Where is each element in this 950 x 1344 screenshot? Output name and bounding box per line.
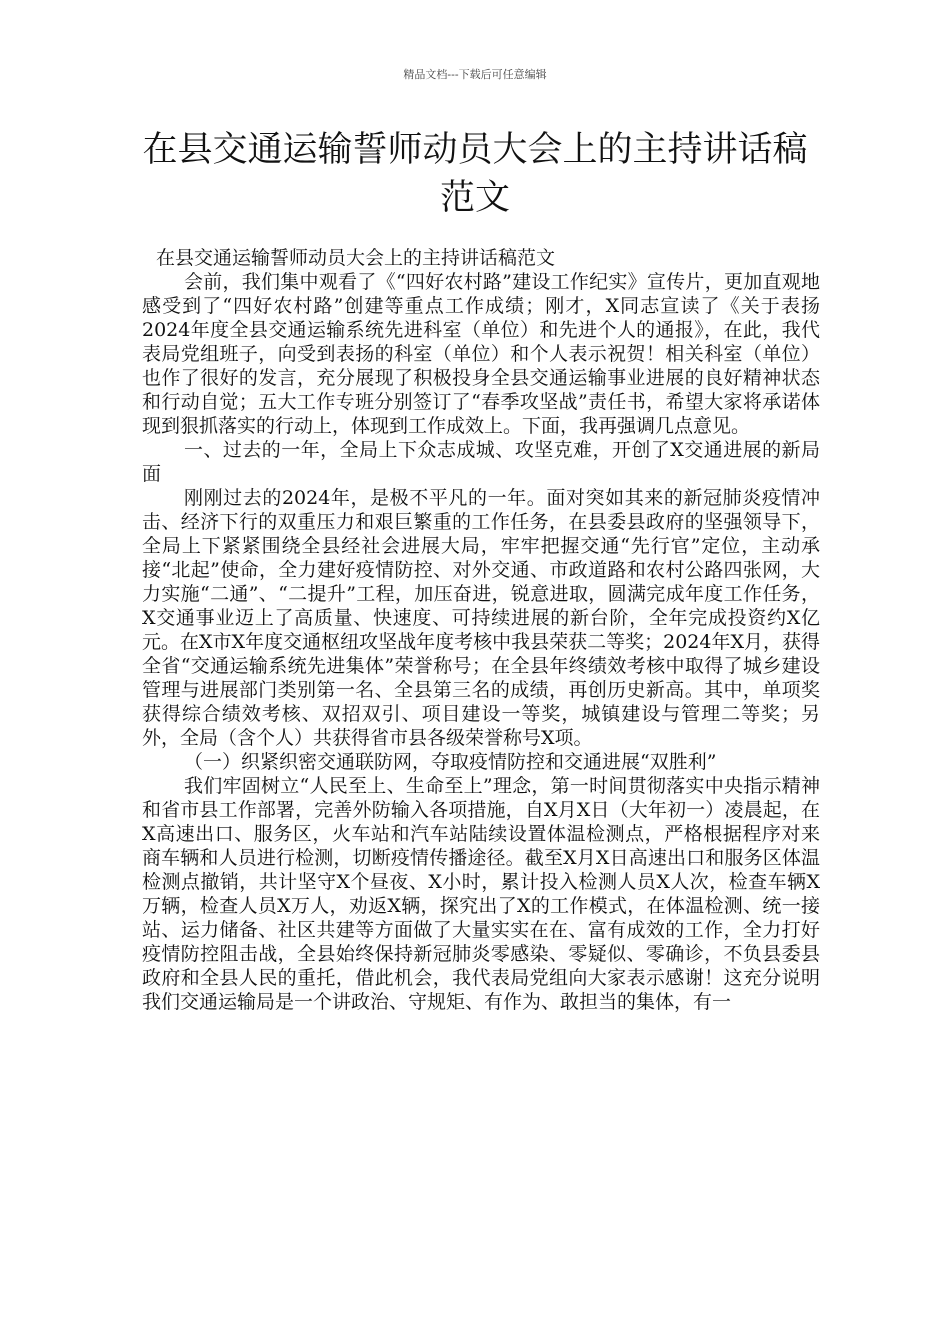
document-body [142,246,820,1013]
document-subtitle: 在县交通运输誓师动员大会上的主持讲话稿范文 [156,247,556,269]
page-header: 精品文档---下载后可任意编辑 [403,68,547,81]
subsection-heading-1: （一）织紧织密交通联防网，夺取疫情防控和交通进展“双胜利” [184,751,717,773]
section-heading-1: 一、过去的一年，全局上下众志成城、攻坚克难，开创了X交通进展的新局面 [142,439,820,485]
paragraph-opening: 会前，我们集中观看了《“四好农村路”建设工作纪实》宣传片，更加直观地感受到了“四好农村路”创建等重点工作成绩；刚才，X同志宣读了《关于表扬2024年度全县交通运输系统先进科室（单位）和先进个人的通报》，在此，我代表局党组班子，向受到表扬的科室（单位）和个人表示祝贺！相关科室（单位）也作了很好的发言，充分展现了积极投身全县交通运输事业进展的良好精神状态和行动自觉；五大工作专班分别签订了“春季攻坚战”责任书，希望大家将承诺体现到狠抓落实的行动上，体现到工作成效上。下面，我再强调几点意见。 [142,271,820,437]
paragraph-review: 刚刚过去的2024年，是极不平凡的一年。面对突如其来的新冠肺炎疫情冲击、经济下行的双重压力和艰巨繁重的工作任务，在县委县政府的坚强领导下，全局上下紧紧围绕全县经社会进展大局，牢牢把握交通“先行官”定位，主动承接“北起”使命，全力建好疫情防控、对外交通、市政道路和农村公路四张网，大力实施“二通”、“二提升”工程，加压奋进，锐意进取，圆满完成年度工作任务，X交通事业迈上了高质量、快速度、可持续进展的新台阶，全年完成投资约X亿元。在X市X年度交通枢纽攻坚战年度考核中我县荣获二等奖；2024年X月，获得全省“交通运输系统先进集体”荣誉称号；在全县年终绩效考核中取得了城乡建设管理与进展部门类别第一名、全县第三名的成绩，再创历史新高。其中，单项奖获得综合绩效考核、双招双引、项目建设一等奖，城镇建设与管理二等奖；另外，全局（含个人）共获得省市县各级荣誉称号X项。 [142,487,820,749]
paragraph-epidemic: 我们牢固树立“人民至上、生命至上”理念，第一时间贯彻落实中央指示精神和省市县工作部署，完善外防输入各项措施，自X月X日（大年初一）凌晨起，在X高速出口、服务区，火车站和汽车站陆续设置体温检测点，严格根据程序对来商车辆和人员进行检测，切断疫情传播途径。截至X月X日高速出口和服务区体温检测点撤销，共计坚守X个昼夜、X小时，累计投入检测人员X人次，检查车辆X万辆，检查人员X万人，劝返X辆，探究出了X的工作模式，在体温检测、统一接站、运力储备、社区共建等方面做了大量实实在在、富有成效的工作，全力打好疫情防控阻击战，全县始终保持新冠肺炎零感染、零疑似、零确诊，不负县委县政府和全县人民的重托，借此机会，我代表局党组向大家表示感谢！这充分说明我们交通运输局是一个讲政治、守规矩、有作为、敢担当的集体，有一 [142,775,820,1013]
document-title: 在县交通运输誓师动员大会上的主持讲话稿范文 [142,130,808,218]
